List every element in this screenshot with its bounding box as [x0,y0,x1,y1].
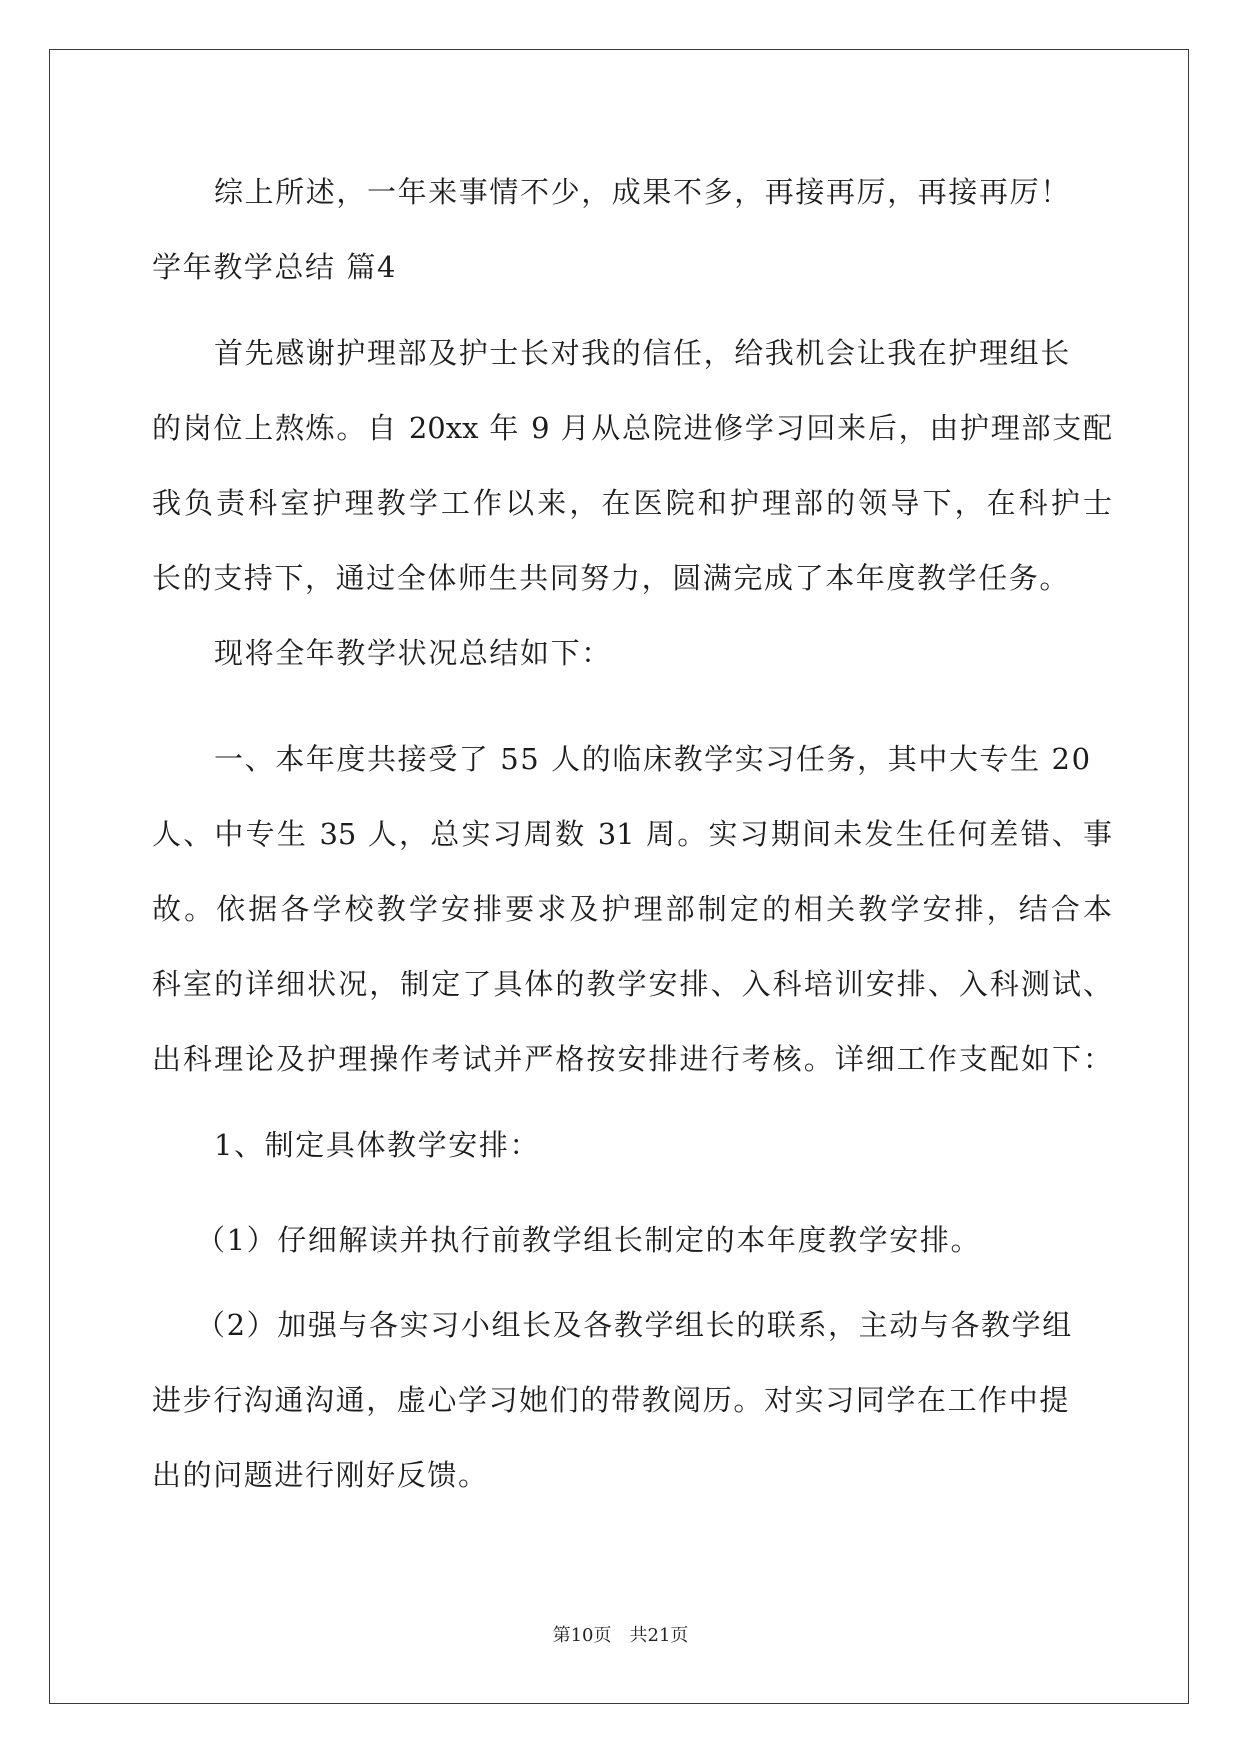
paragraph-line: 人、中专生 35 人，总实习周数 31 周。实习期间未发生任何差错、事 [152,817,1112,851]
paragraph-line: 出的问题进行刚好反馈。 [152,1458,489,1492]
list-heading: 1、制定具体教学安排： [214,1128,541,1162]
paragraph-line: 的岗位上熬炼。自 20xx 年 9 月从总院进修学习回来后，由护理部支配 [152,411,1112,445]
paragraph-line: 进步行沟通沟通，虚心学习她们的带教阅历。对实习同学在工作中提 [152,1383,1071,1417]
paragraph-line: 现将全年教学状况总结如下： [214,636,612,670]
paragraph-line: 首先感谢护理部及护士长对我的信任，给我机会让我在护理组长 [214,336,1071,370]
paragraph-conclusion: 综上所述，一年来事情不少，成果不多，再接再厉，再接再厉！ [214,175,1071,209]
paragraph-line: 科室的详细状况，制定了具体的教学安排、入科培训安排、入科测试、 [152,967,1112,1001]
section-heading: 学年教学总结 篇4 [152,250,398,284]
page-number-current: 第10页 [552,1625,612,1646]
list-item: （1）仔细解读并执行前教学组长制定的本年度教学安排。 [196,1223,982,1257]
list-item: （2）加强与各实习小组长及各教学组长的联系，主动与各教学组 [196,1308,1073,1342]
page-footer [0,1624,1241,1648]
paragraph-line: 一、本年度共接受了 55 人的临床教学实习任务，其中大专生 20 [214,742,1092,776]
paragraph-line: 出科理论及护理操作考试并严格按安排进行考核。详细工作支配如下： [152,1042,1112,1076]
paragraph-line: 我负责科室护理教学工作以来，在医院和护理部的领导下，在科护士 [152,486,1112,520]
paragraph-line: 故。依据各学校教学安排要求及护理部制定的相关教学安排，结合本 [152,892,1112,926]
paragraph-line: 长的支持下，通过全体师生共同努力，圆满完成了本年度教学任务。 [152,561,1071,595]
page-number-total: 共21页 [629,1625,689,1646]
